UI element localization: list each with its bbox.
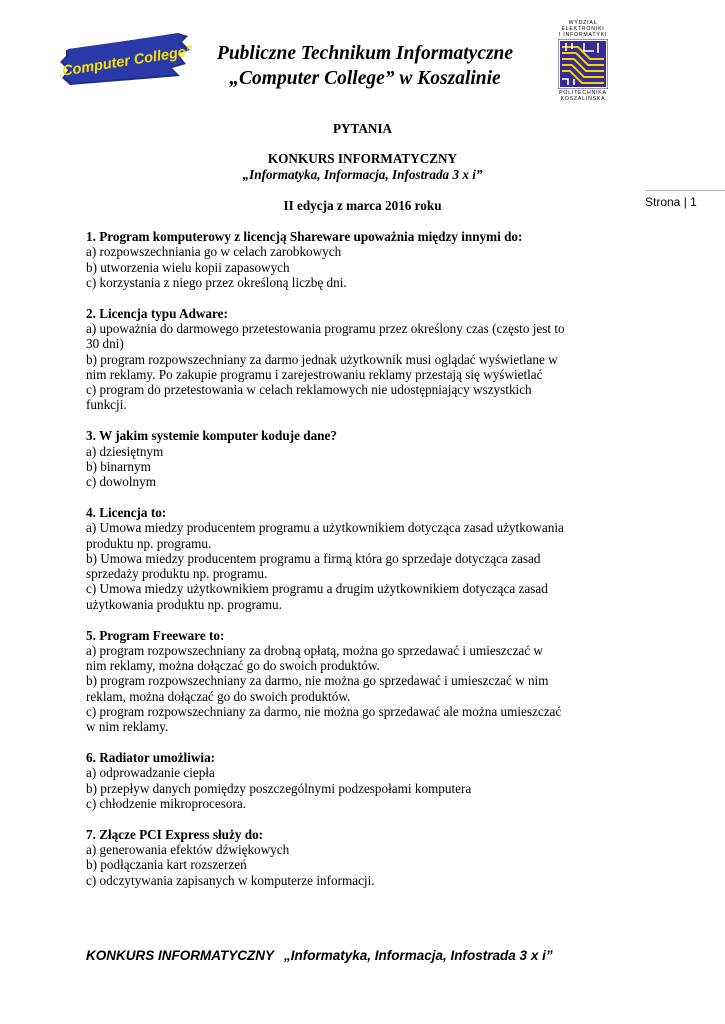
contest-subtitle: „Informatyka, Informacja, Infostrada 3 x i” — [242, 167, 483, 182]
faculty-logo — [556, 20, 610, 104]
question-2 — [86, 306, 566, 413]
question-title: 6. Radiator umożliwia: — [86, 750, 216, 766]
faculty-logo-line1: WYDZIAŁ — [568, 20, 598, 26]
faculty-logo-line4: POLITECHNIKA — [559, 90, 607, 96]
doc-heading: PYTANIA — [332, 121, 393, 136]
answer-a: a) program rozpowszechniany za drobną opłatą, można go sprzedawać i umieszczać w nim reklamy, można dołączać go do swoich produktów. — [86, 642, 543, 674]
answer-b: b) podłączania kart rozszerzeń — [86, 857, 247, 873]
answer-a: a) Umowa miedzy producentem programu a użytkownikiem dotycząca zasad użytkowania produktu np. programu. — [86, 520, 564, 551]
answer-b: b) utworzenia wielu kopii zapasowych — [86, 259, 290, 275]
answer-c: c) program rozpowszechniany za darmo, nie można go sprzedawać ale można umieszczać w nim reklamy. — [86, 704, 562, 735]
answer-c: c) chłodzenie mikroprocesora. — [86, 796, 247, 811]
answer-c: c) program do przetestowania w celach reklamowych nie udostępniający wszystkich funkcji. — [86, 382, 532, 413]
question-title: 4. Licencja to: — [86, 504, 167, 520]
question-title: 5. Program Freeware to: — [86, 627, 225, 643]
answer-a: a) odprowadzanie ciepła — [86, 765, 215, 781]
faculty-logo-line2: ELEKTRONIKI — [561, 26, 605, 32]
answer-b: b) binarnym — [86, 458, 151, 474]
contest-name: KONKURS INFORMATYCZNY — [267, 151, 458, 166]
computer-college-banner — [60, 30, 192, 88]
page-number: Strona | 1 — [645, 190, 725, 209]
circuit-emblem-icon — [558, 39, 608, 89]
faculty-logo-line3: I INFORMATYKI — [558, 32, 608, 38]
school-title-line1: Publiczne Technikum Informatyczne — [216, 43, 514, 64]
answer-c: c) Umowa miedzy użytkownikiem programu a drugim użytkownikiem dotycząca zasad użytkowania produktu np. programu. — [86, 581, 548, 612]
question-1 — [86, 229, 566, 290]
school-title-line2: „Computer College” w Koszalinie — [229, 68, 501, 89]
answer-a: a) dziesiętnym — [86, 443, 164, 459]
answer-a: a) upoważnia do darmowego przetestowania programu przez określony czas (często jest to 30 dni) — [86, 320, 565, 352]
logo-left-text: „Computer College” — [60, 43, 192, 81]
question-title: 3. W jakim systemie komputer koduje dane? — [86, 428, 337, 444]
questions-list — [86, 229, 566, 903]
question-6 — [86, 750, 566, 811]
answer-a: a) generowania efektów dźwiękowych — [86, 842, 290, 858]
answer-c: c) korzystania z niego przez określoną liczbę dni. — [86, 274, 347, 290]
question-7 — [86, 827, 566, 888]
question-title: 1. Program komputerowy z licencją Shareware upoważnia między innymi do: — [86, 229, 523, 244]
answer-b: b) program rozpowszechniany za darmo, nie można go sprzedawać i umieszczać w nim reklam, można dołączać go do swoich produktów. — [86, 673, 549, 704]
answer-b: b) przepływ danych pomiędzy poszczególnymi podzespołami komputera — [86, 780, 472, 796]
footer-subtitle: „Informatyka, Informacja, Infostrada 3 x i” — [284, 948, 553, 963]
faculty-logo-line5: KOSZALIŃSKA — [560, 96, 606, 102]
footer-contest: KONKURS INFORMATYCZNY — [86, 948, 274, 963]
question-3 — [86, 428, 566, 489]
question-4 — [86, 505, 566, 612]
answer-b: b) Umowa miedzy producentem programu a firmą która go sprzedaje dotycząca zasad sprzedaży produktu np. programu. — [86, 550, 541, 582]
answer-c: c) odczytywania zapisanych w komputerze informacji. — [86, 872, 375, 888]
computer-college-logo — [60, 30, 192, 88]
edition-date: II edycja z marca 2016 roku — [283, 198, 442, 213]
question-title: 2. Licencja typu Adware: — [86, 305, 228, 321]
question-title: 7. Złącze PCI Express służy do: — [86, 826, 264, 842]
answer-a: a) rozpowszechniania go w celach zarobkowych — [86, 244, 342, 260]
question-5 — [86, 628, 566, 735]
page-footer — [86, 948, 686, 963]
answer-c: c) dowolnym — [86, 474, 156, 490]
answer-b: b) program rozpowszechniany za darmo jednak użytkownik musi oglądać wyświetlane w nim reklamy. Po zakupie programu i zarejestrowaniu reklamy przestają się wyświetlać — [86, 351, 558, 382]
school-title — [195, 41, 535, 91]
